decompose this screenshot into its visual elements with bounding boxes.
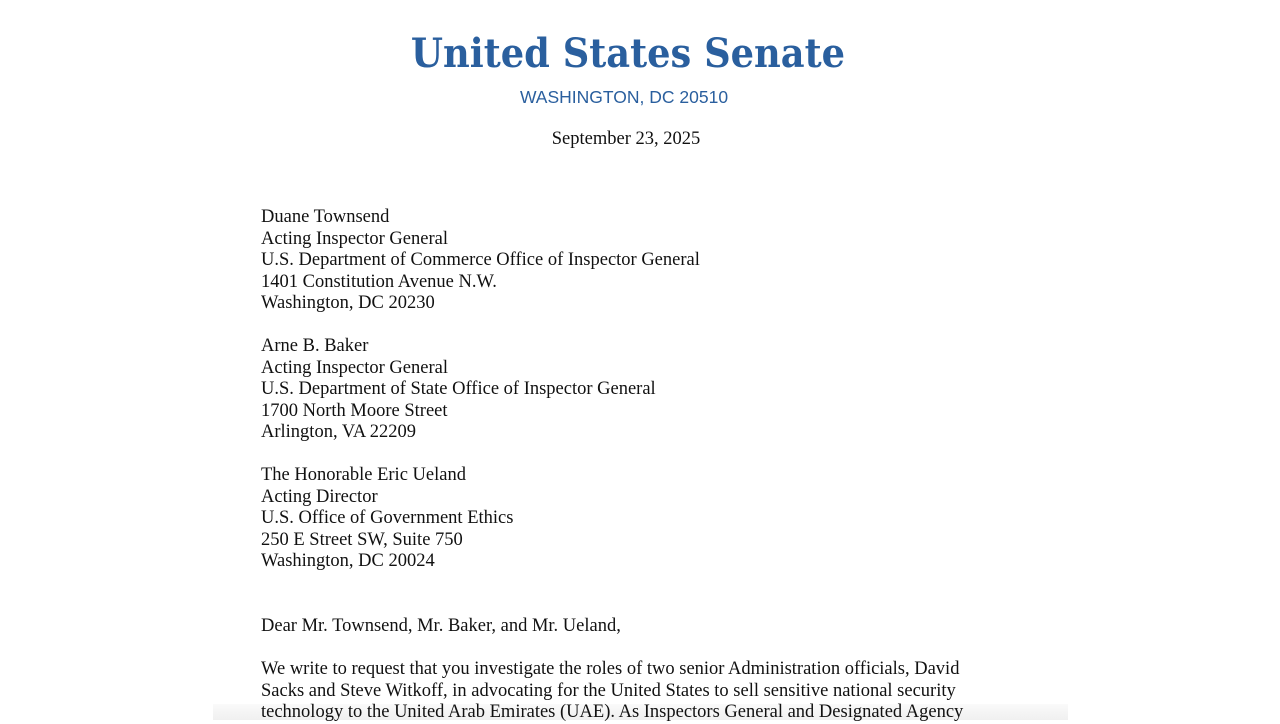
- address-line: The Honorable Eric Ueland: [261, 465, 466, 485]
- address-line: Arlington, VA 22209: [261, 422, 417, 443]
- address-line: U.S. Office of Government Ethics: [261, 508, 514, 529]
- address-line: 250 E Street SW, Suite 750: [261, 529, 463, 550]
- body-line: We write to request that you investigate the roles of two senior Administration officials, David: [261, 659, 960, 679]
- salutation: Dear Mr. Townsend, Mr. Baker, and Mr. Ueland,: [261, 616, 621, 636]
- address-line: Acting Inspector General: [261, 228, 448, 249]
- letter-date: September 23, 2025: [551, 129, 701, 149]
- address-line: Acting Inspector General: [261, 357, 448, 378]
- address-line: 1700 North Moore Street: [261, 400, 448, 421]
- address-line: U.S. Department of Commerce Office of Inspector General: [261, 250, 700, 271]
- recipient-address-3: [261, 465, 513, 573]
- address-line: Acting Director: [261, 486, 378, 507]
- address-line: U.S. Department of State Office of Inspector General: [261, 379, 656, 400]
- letterhead-title: United States Senate: [410, 30, 846, 77]
- body-paragraph: [261, 659, 991, 724]
- recipient-address-1: [261, 207, 700, 315]
- address-line: Washington, DC 20230: [261, 293, 435, 314]
- address-line: Duane Townsend: [261, 207, 390, 227]
- letterhead-city: WASHINGTON, DC 20510: [519, 87, 729, 107]
- body-line: Sacks and Steve Witkoff, in advocating for the United States to sell sensitive national security: [261, 680, 956, 701]
- address-line: Washington, DC 20024: [261, 551, 435, 572]
- body-line: technology to the United Arab Emirates (UAE). As Inspectors General and Designated Agency: [261, 702, 964, 723]
- address-line: Arne B. Baker: [261, 336, 369, 356]
- address-line: 1401 Constitution Avenue N.W.: [261, 271, 497, 292]
- recipient-address-2: [261, 336, 656, 444]
